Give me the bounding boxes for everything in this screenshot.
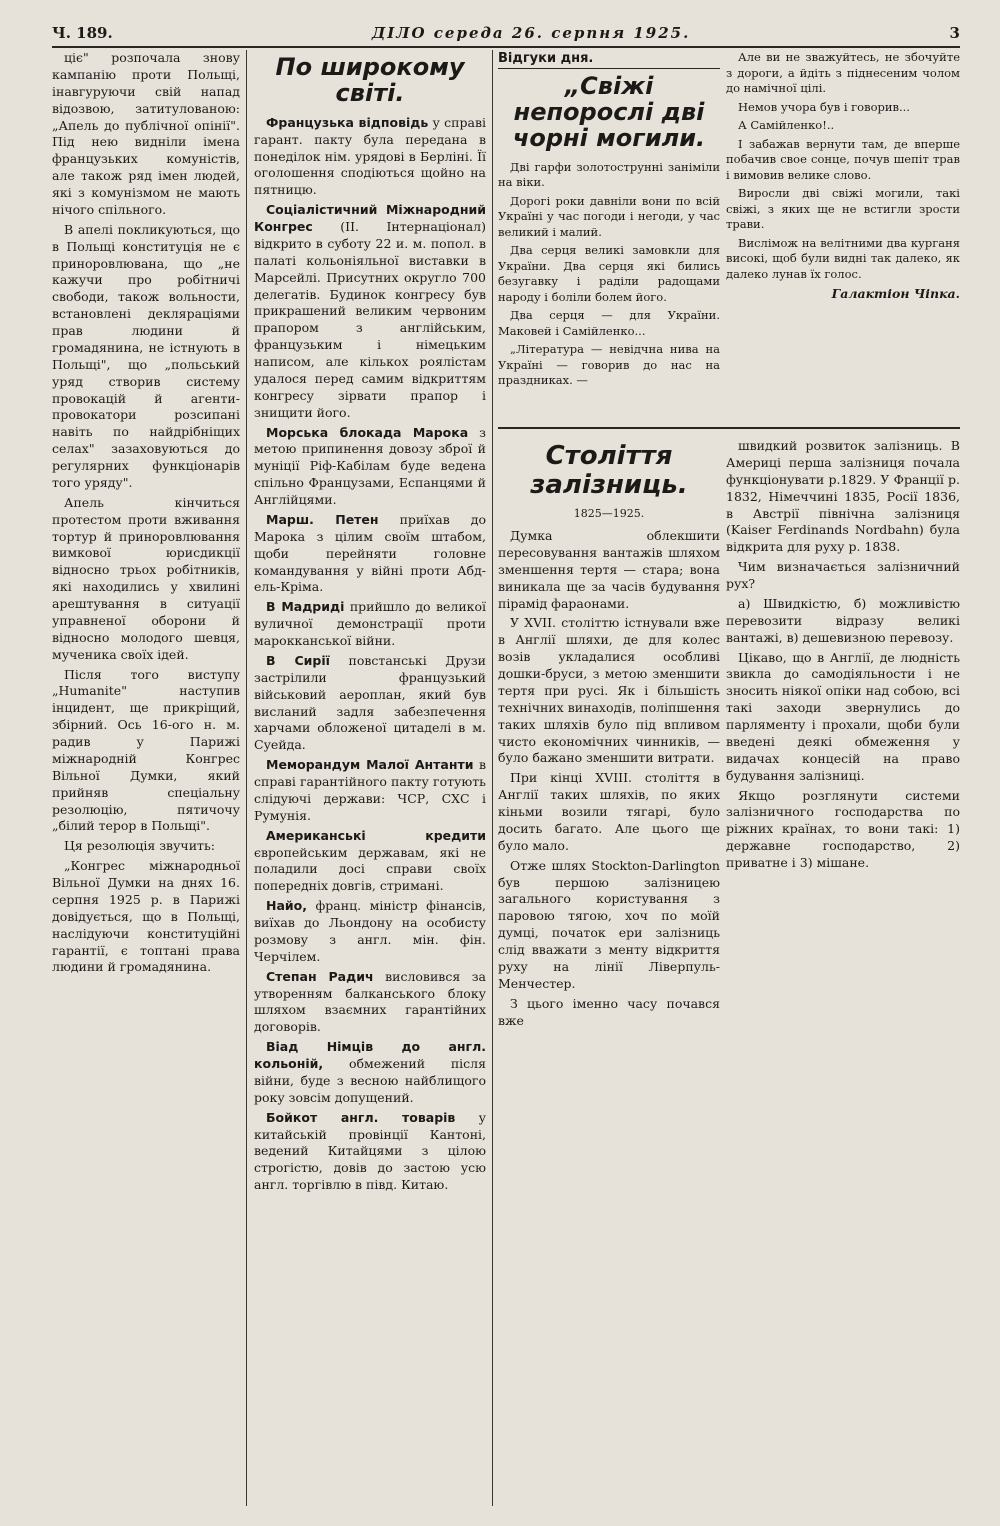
paragraph: Дорогі роки давніли вони по всій Україні у час погоди і негоди, у час великий і малий. <box>498 193 720 239</box>
news-item: Соціалістичний Міжнародний Конгрес (II. Інтернаціонал) відкрито в суботу 22 и. м. попол. в палаті кольоніяльної виставки в Марсейлі. Присутних округло 700 делегатів. Будинок конгресу був прикрашений великим червоним прапором з англійським, французьким і німецьким написом, але кількох роялістам удалося перед самим відкриттям конгресу зірвати прапор і знищити його. <box>254 202 486 420</box>
news-item: В Мадриді прийшло до великої вуличної демонстрації проти марокканської війни. <box>254 599 486 649</box>
paragraph: Думка облекшити пересовування вантажів шляхом зменшення тертя — стара; вона виникала ще за часів будування пірамід фараонами. <box>498 528 720 611</box>
news-lead: Марш. Петен <box>266 511 379 527</box>
news-lead: В Мадриді <box>266 599 345 615</box>
news-item: Французька відповідь у справі гарант. пакту була передана в понеділок нім. урядові в Берліні. Її оголошення сподіються щойно на пятницю. <box>254 114 486 198</box>
paragraph: „Література — невідчна нива на Україні — говорив до нас на праздниках. — <box>498 342 720 388</box>
column-1 <box>52 50 247 1506</box>
news-lead: Американські кредити <box>266 827 486 843</box>
feuilleton-kicker: Відгуки дня. <box>498 50 720 69</box>
news-lead: Бойкот англ. товарів <box>266 1109 456 1125</box>
news-item: В Сирії повстанські Друзи застрілили французький військовий аероплан, який був висланий задля забезпечення харчами обложеної цитаделі в м. Суейда. <box>254 652 486 753</box>
paragraph: У XVII. століттю істнували вже в Англії шляхи, де для колес возів укладалися особливі дошки-бруси, з метою зменшити тертя при русі. Як і більшість технічних винаходів, поліпшення таких шляхів було під впливом чисто економічних чинників, — було бажано зменшити витрати. <box>498 615 720 766</box>
paragraph: Але ви не зважуйтесь, не збочуйте з дороги, а йдіть з піднесеним чолом до намічної цілі. <box>726 50 960 96</box>
masthead <box>52 14 960 48</box>
paragraph: Виросли дві свіжі могили, такі свіжі, з яких ще не встигли зрости трави. <box>726 186 960 232</box>
news-lead: Соціалістичний Міжнародний Конгрес <box>254 202 486 235</box>
paragraph: В апелі покликуються, що в Польщі конституція не є приноровлювана, що „не кажучи про робітничі свободи, також вольности, встановлені декляраціями прав людини й громадянина, не істнують в Польщі", що „польський уряд створив систему провокацій й агенти-провокатори розсипані навіть по найдрібніщих селах" зазаховуються до регулярних функціонарів того уряду". <box>52 221 240 490</box>
paragraph: Два серця великі замовкли для України. Два серця які бились безугавку і раділи радощами народу і боліли болем його. <box>498 243 720 304</box>
feuilleton-heading: „Свіжі непорослі дві чорні могили. <box>512 71 706 153</box>
column-3-feuilleton <box>498 50 720 426</box>
section-heading: По широкому світі. <box>275 53 465 108</box>
paragraph: Немов учора був і говорив... <box>738 99 910 114</box>
paragraph: Отже шлях Stockton-Darlington був першою залізницею загального користування з паровою тягою, хоч по моїй думці, початок ери залізниць слід вважати з менту відкриття руху на лінії Ліверпуль-Менчестер. <box>498 857 720 991</box>
section-divider <box>498 427 960 429</box>
news-lead: В Сирії <box>266 652 330 668</box>
issue-number: Ч. 189. <box>52 24 113 42</box>
paragraph: Дві гарфи золотострунні заніміли на віки. <box>498 159 720 190</box>
news-item: Марш. Петен приїхав до Марока з цілим своїм штабом, щоби перейняти головне командування у війні проти Абд-ель-Кріма. <box>254 511 486 595</box>
paragraph: А Самійленко!.. <box>738 118 835 133</box>
paragraph: Цікаво, що в Англії, де людність звикла до самодіяльности і не зносить ніякої опіки над собою, всі такі заходи звернулись до парляменту і прохали, щоби були введені деякі обмеження у видачах концесій на право будування залізниці. <box>726 649 960 783</box>
news-item: Американські кредити європейським державам, які не поладили досі справи своїх попередніх довгів, стримані. <box>254 827 486 894</box>
page-number: 3 <box>949 24 960 42</box>
paragraph: а) Швидкістю, б) можливістю перевозити відразу великі вантажі, в) дешевизною перевозу. <box>726 595 960 645</box>
railways-article-left <box>498 438 720 1506</box>
paragraph: ціє" розпочала знову кампанію проти Польщі, інавгуруючи свій напад відозвою, затитулованою: „Апель до публічної опінії". Під нею видніли імена французьких комуністів, але також ряд імен людей, які з комунізмом не мають нічого спільного. <box>52 50 240 217</box>
news-item: Віад Німців до англ. кольоній, обмежений після війни, буде з весною найблищого року зовсім допущений. <box>254 1039 486 1105</box>
paragraph: Після того виступу „Humanite" наступив інцидент, ще прикріщий, збірний. Ось 16-ого н. м. радив у Парижі міжнародній Конгрес Вільної Думки, який прийняв спеціальну резолюцію, пятичочу „білий терор в Польщі". <box>52 666 240 834</box>
news-lead: Морська блокада Марока <box>266 424 469 440</box>
news-item: Морська блокада Марока з метою припинення довозу зброї й муніції Ріф-Кабілам буде ведена спільно Французами, Еспанцями й Англійцями. <box>254 424 486 508</box>
paragraph: При кінці XVIII. століття в Англії таких шляхів, по яких кіньми возили тягарі, було досить багато. Але цього ще було мало. <box>498 770 720 853</box>
news-lead: Меморандум Малої Антанти <box>266 757 474 773</box>
news-item: Найо, франц. міністр фінансів, виїхав до Льондону на особисту розмову з англ. мін. фін. Черчілем. <box>254 898 486 964</box>
paragraph: „Конгрес міжнародньої Вільної Думки на днях 16. серпня 1925 р. в Парижі довідується, що в Польщі, наслідуючи конституційні гарантії, є топтані права людини й громадянина. <box>52 858 240 975</box>
paragraph: Ця резолюція звучить: <box>64 838 215 854</box>
news-lead: Степан Радич <box>266 968 374 984</box>
news-lead: Віад Німців до англ. кольоній, <box>254 1039 486 1072</box>
paragraph: Якщо розглянути системи залізничного господарства по ріжних країнах, то вони такі: 1) державне господарство, 2) приватне і 3) мішане. <box>726 787 960 870</box>
news-lead: Французька відповідь <box>266 114 429 130</box>
paragraph: І забажав вернути там, де вперше побачив свое сонце, почув шепіт трав і вимовив велике слово. <box>726 136 960 182</box>
paragraph: Чим визначається залізничний рух? <box>726 559 960 591</box>
railways-heading: Століття залізниць. <box>530 441 688 500</box>
railways-dates: 1825—1925. <box>573 507 645 521</box>
news-item: Степан Радич висловився за утворенням балканського блоку шляхом взаємних гарантійних договорів. <box>254 968 486 1035</box>
paragraph: швидкий розвиток залізниць. В Америці перша залізниця почала функціонувати р.1829. У Франції р. 1832, Німеччині 1835, Росії 1836, в Австрії північна залізниця (Kaiser Ferdinands Nordbahn) була відкрита для руху р. 1838. <box>726 438 960 555</box>
paragraph: З цього іменно часу почався вже <box>498 995 720 1028</box>
railways-article-right <box>726 438 960 1506</box>
news-item: Бойкот англ. товарів у китайській провінції Кантоні, ведений Китайцями з цілою строгістю, довів до застою усю англ. торгівлю в півд. Китаю. <box>254 1109 486 1193</box>
paragraph: Два серця — для України. Маковей і Самійленко... <box>498 308 720 338</box>
paragraph: Вислімож на велітними два курганя високі, щоб були видні так далеко, як далеко лунав їх голос. <box>726 235 960 281</box>
masthead-title: ДІЛО середа 26. серпня 1925. <box>371 24 691 42</box>
column-2-world-news <box>254 50 493 1506</box>
author-signature: Галактіон Чіпка. <box>831 286 960 302</box>
column-4-feuilleton <box>726 50 960 426</box>
news-lead: Найо, <box>266 898 307 914</box>
paragraph: Апель кінчиться протестом проти вживання тортур й приноровлювання вимкової юрисдикції відносно трьох робітників, які находились у хвилині арештування в ситуації управненої оборони й відносно молодого шевця, мученика своїх ідей. <box>52 494 240 662</box>
news-item: Меморандум Малої Антанти в справі гарантійного пакту готують слідуючі держави: ЧСР, СХС і Румунія. <box>254 757 486 823</box>
